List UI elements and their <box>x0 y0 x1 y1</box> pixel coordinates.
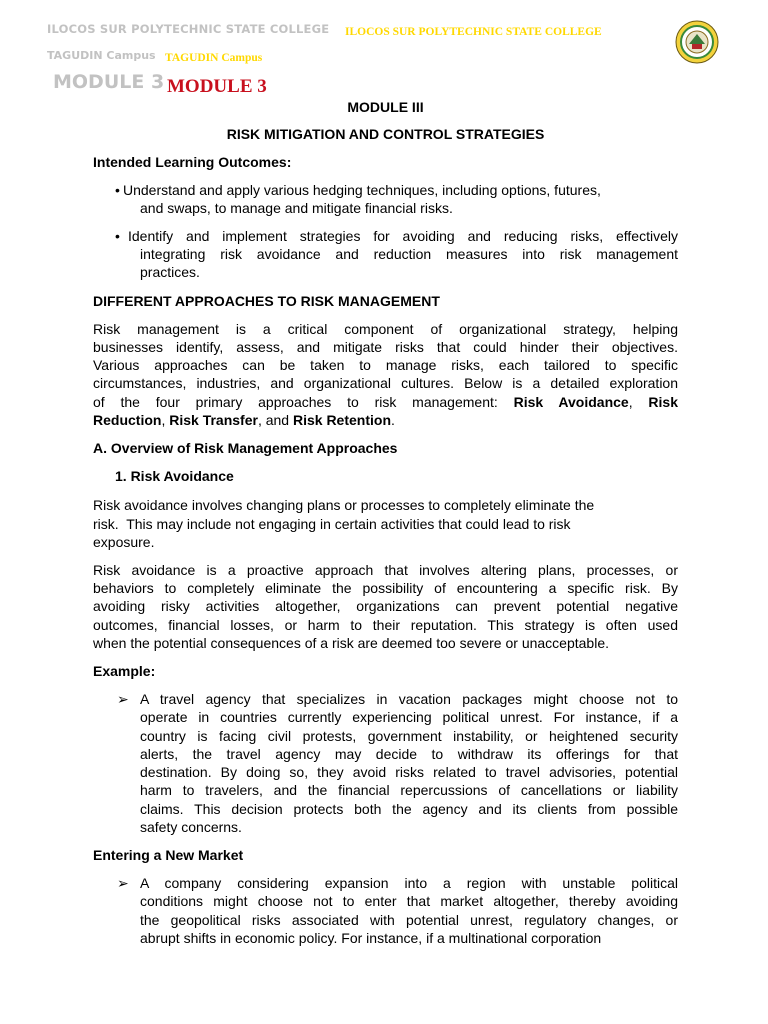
approaches-line-3: Various approaches can be taken to manage risks, each tailored to specific <box>93 357 678 374</box>
punct: , <box>628 393 649 410</box>
ilo-item-2 <box>93 227 678 282</box>
example-line-2: operate in countries currently experiencing political unrest. For instance, if a <box>140 709 678 726</box>
college-seal-icon <box>675 20 719 64</box>
avoidance-paragraph-2 <box>93 561 678 652</box>
college-name: ILOCOS SUR POLYTECHNIC STATE COLLEGE <box>345 26 602 38</box>
punct: , and <box>257 411 293 428</box>
approaches-heading: DIFFERENT APPROACHES TO RISK MANAGEMENT <box>93 292 440 309</box>
ilo-1-line-1: Understand and apply various hedging techniques, including options, futures, <box>123 181 601 198</box>
document-body <box>93 98 678 947</box>
punct: , <box>161 411 170 428</box>
avoid-2-line-4: outcomes, financial losses, or harm to their reputation. This strategy is often used <box>93 616 678 633</box>
arrow-bullet-icon: ➢ <box>117 691 129 708</box>
approaches-line-2: businesses identify, assess, and mitigate risks that could hinder their objectives. <box>93 339 678 356</box>
term-risk-transfer: Risk Transfer <box>169 411 258 428</box>
bullet-icon: • <box>115 228 120 245</box>
module-label-ghost: MODULE 3 <box>53 71 165 93</box>
approaches-text: of the four primary approaches to risk management: <box>93 393 514 410</box>
term-risk: Risk <box>648 393 678 410</box>
example-line-1: A travel agency that specializes in vacation packages might choose not to <box>140 691 678 708</box>
term-risk-avoidance: Risk Avoidance <box>513 393 629 410</box>
arrow-bullet-icon: ➢ <box>117 875 129 892</box>
main-title: RISK MITIGATION AND CONTROL STRATEGIES <box>226 126 545 143</box>
term-risk-retention: Risk Retention <box>292 411 391 428</box>
avoid-1-line-2: risk. This may include not engaging in certain activities that could lead to risk <box>93 515 571 532</box>
example-line-4: alerts, the travel agency may decide to withdraw its offerings for that <box>140 745 678 762</box>
market-line-1: A company considering expansion into a region with unstable political <box>140 875 678 892</box>
approaches-line-1: Risk management is a critical component of organizational strategy, helping <box>93 320 678 337</box>
example-line-6: harm to travelers, and the financial repercussions of cancellations or liability <box>140 782 678 799</box>
avoid-1-line-1: Risk avoidance involves changing plans or processes to completely eliminate the <box>93 497 595 514</box>
approaches-line-6 <box>93 411 678 429</box>
market-line-3: the geopolitical risks associated with potential unrest, regulatory changes, or <box>140 911 678 928</box>
module-label: MODULE 3 <box>167 76 267 97</box>
market-line-2: conditions might choose not to enter that market altogether, thereby avoiding <box>140 893 678 910</box>
ilo-2-line-3: practices. <box>140 264 200 281</box>
ilo-item-1 <box>93 181 678 217</box>
risk-avoidance-heading: 1. Risk Avoidance <box>115 468 234 485</box>
avoidance-paragraph-1 <box>93 496 678 551</box>
market-line-4: abrupt shifts in economic policy. For instance, if a multinational corporation <box>140 929 602 946</box>
approaches-line-5 <box>93 393 678 411</box>
college-name-ghost: ILOCOS SUR POLYTECHNIC STATE COLLEGE <box>47 22 330 36</box>
overview-heading: A. Overview of Risk Management Approaches <box>93 440 398 457</box>
bullet-icon: • <box>115 181 120 198</box>
avoid-2-line-3: avoiding risky activities altogether, organizations can prevent potential negative <box>93 598 678 615</box>
approaches-line-4: circumstances, industries, and organizational cultures. Below is a detailed exploration <box>93 375 678 392</box>
example-heading: Example: <box>93 663 156 680</box>
approaches-paragraph <box>93 320 678 429</box>
avoid-1-line-3: exposure. <box>93 533 155 550</box>
punct: . <box>391 411 395 428</box>
avoid-2-line-2: behaviors to completely eliminate the possibility of encountering a specific risk. By <box>93 580 678 597</box>
campus-name-ghost: TAGUDIN Campus <box>47 49 156 62</box>
example-line-5: destination. By doing so, they avoid risks related to travel advisories, potential <box>140 764 678 781</box>
avoid-2-line-1: Risk avoidance is a proactive approach that involves altering plans, processes, or <box>93 562 678 579</box>
term-reduction: Reduction <box>93 411 162 428</box>
avoid-2-line-5: when the potential consequences of a risk are deemed too severe or unacceptable. <box>93 634 609 651</box>
ilo-heading: Intended Learning Outcomes: <box>93 154 292 171</box>
example-line-7: claims. This decision protects both the agency and its clients from possible <box>140 800 678 817</box>
ilo-2-line-1: Identify and implement strategies for avoiding and reducing risks, effectively <box>128 228 678 245</box>
new-market-item <box>93 874 678 947</box>
new-market-heading: Entering a New Market <box>93 846 244 863</box>
ilo-1-line-2: and swaps, to manage and mitigate financial risks. <box>140 199 453 216</box>
example-item <box>93 690 678 836</box>
example-line-3: country is facing civil protests, government instability, or heightened security <box>140 727 678 744</box>
ilo-2-line-2: integrating risk avoidance and reduction measures into risk management <box>140 246 678 263</box>
example-line-8: safety concerns. <box>140 818 242 835</box>
module-title: MODULE III <box>347 99 424 115</box>
campus-name: TAGUDIN Campus <box>165 52 263 64</box>
